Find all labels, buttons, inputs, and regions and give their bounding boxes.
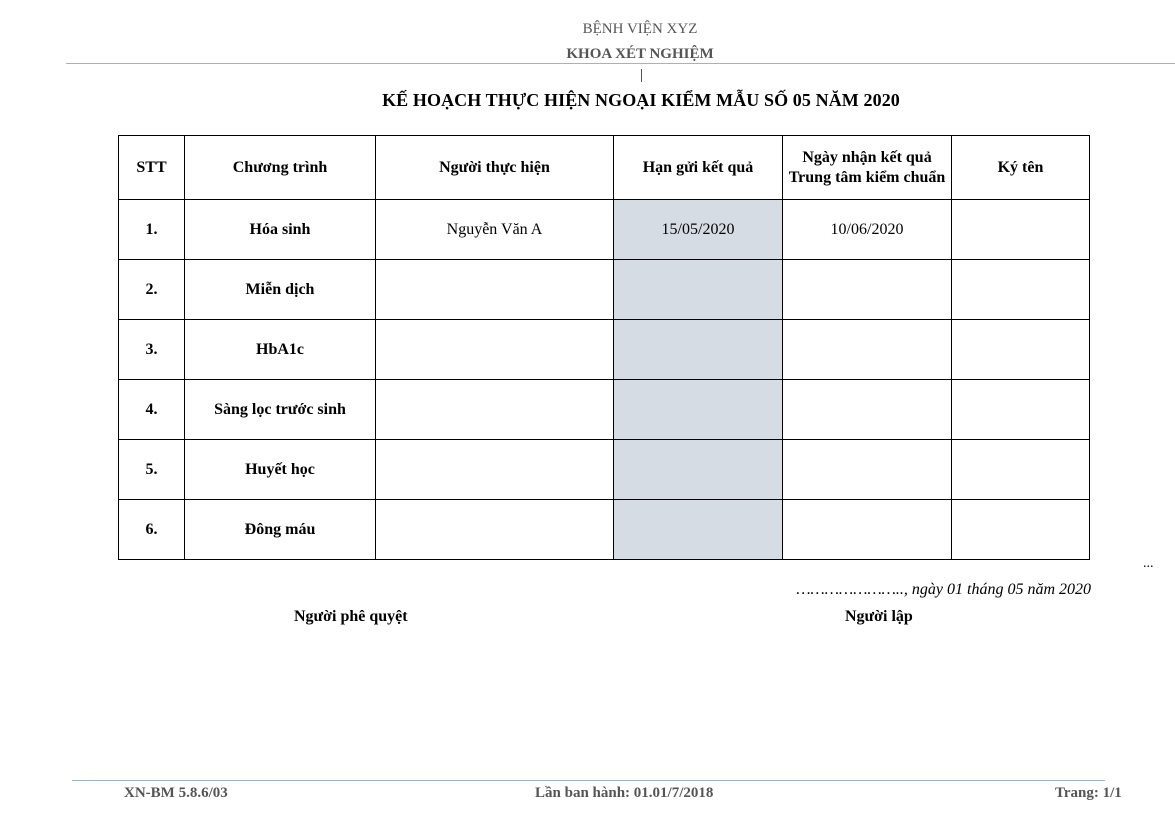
footer-issue: Lần ban hành: 01.01/7/2018: [535, 785, 714, 801]
row-performer: [376, 380, 614, 440]
header-performer: Người thực hiện: [376, 136, 614, 200]
row-signature: [952, 320, 1090, 380]
table-header-row: [119, 136, 1090, 200]
row-signature: [952, 200, 1090, 260]
row-stt: 3.: [119, 320, 185, 380]
header-program: Chương trình: [185, 136, 376, 200]
trailing-dots: ...: [1143, 556, 1154, 571]
row-performer: [376, 500, 614, 560]
row-performer: Nguyễn Văn A: [376, 200, 614, 260]
row-signature: [952, 500, 1090, 560]
header-stt: STT: [119, 136, 185, 200]
header-received-date: Ngày nhận kết quả Trung tâm kiểm chuẩn: [783, 136, 952, 200]
row-stt: 5.: [119, 440, 185, 500]
row-received-date: [783, 440, 952, 500]
row-deadline: [614, 260, 783, 320]
row-performer: [376, 260, 614, 320]
row-received-date: [783, 500, 952, 560]
row-deadline: [614, 440, 783, 500]
row-signature: [952, 380, 1090, 440]
row-signature: [952, 260, 1090, 320]
row-performer: [376, 320, 614, 380]
header-divider: [66, 63, 1175, 64]
row-program: Huyết học: [185, 440, 376, 500]
row-program: Sàng lọc trước sinh: [185, 380, 376, 440]
row-program: Miễn dịch: [185, 260, 376, 320]
row-received-date: [783, 320, 952, 380]
header-deadline: Hạn gửi kết quả: [614, 136, 783, 200]
table-row: [119, 320, 1090, 380]
row-program: HbA1c: [185, 320, 376, 380]
row-performer: [376, 440, 614, 500]
row-stt: 6.: [119, 500, 185, 560]
preparer-label: Người lập: [845, 608, 913, 625]
row-received-date: [783, 380, 952, 440]
row-received-date: 10/06/2020: [783, 200, 952, 260]
table-row: [119, 500, 1090, 560]
row-program: Đông máu: [185, 500, 376, 560]
text-cursor: [641, 69, 642, 82]
document-title: KẾ HOẠCH THỰC HIỆN NGOẠI KIỂM MẪU SỐ 05 NĂM 2020: [382, 90, 900, 110]
table-row: [119, 380, 1090, 440]
row-deadline: [614, 320, 783, 380]
header-signature: Ký tên: [952, 136, 1090, 200]
external-qc-plan-table: [118, 135, 1090, 560]
row-signature: [952, 440, 1090, 500]
date-line: ………………….., ngày 01 tháng 05 năm 2020: [796, 581, 1091, 598]
row-stt: 2.: [119, 260, 185, 320]
footer-divider: [72, 780, 1105, 781]
footer-form-code: XN-BM 5.8.6/03: [124, 785, 228, 801]
approver-label: Người phê quyệt: [294, 608, 408, 625]
row-program: Hóa sinh: [185, 200, 376, 260]
row-received-date: [783, 260, 952, 320]
row-stt: 1.: [119, 200, 185, 260]
footer-page-number: Trang: 1/1: [1055, 785, 1122, 801]
hospital-name: BỆNH VIỆN XYZ: [582, 21, 698, 37]
row-deadline: 15/05/2020: [614, 200, 783, 260]
table-row: [119, 200, 1090, 260]
department-name: KHOA XÉT NGHIỆM: [566, 46, 714, 62]
row-deadline: [614, 380, 783, 440]
table-row: [119, 260, 1090, 320]
table-row: [119, 440, 1090, 500]
row-deadline: [614, 500, 783, 560]
row-stt: 4.: [119, 380, 185, 440]
